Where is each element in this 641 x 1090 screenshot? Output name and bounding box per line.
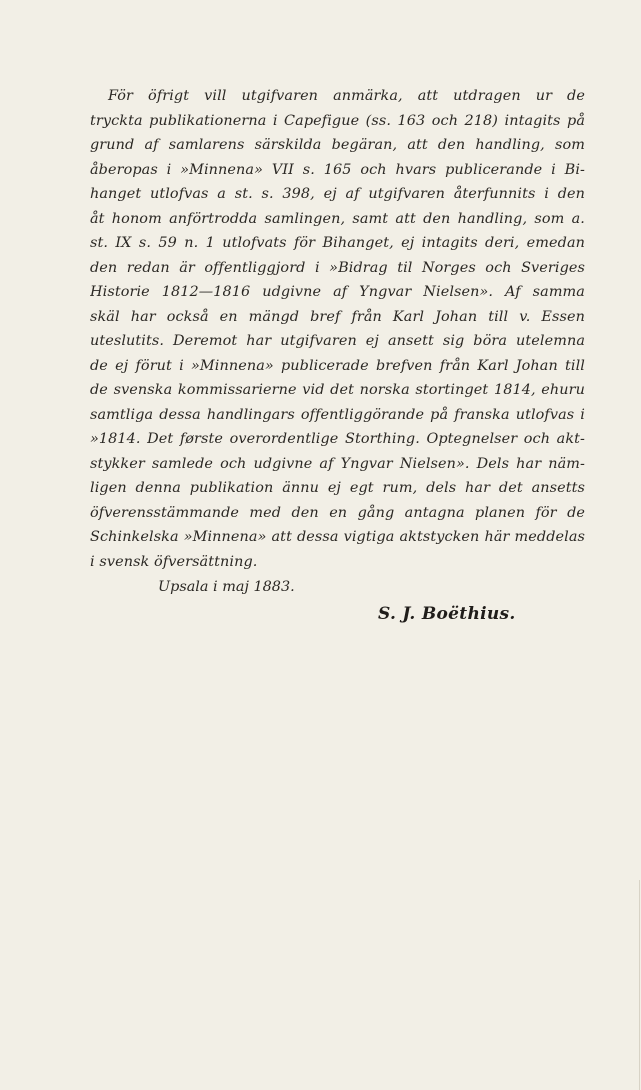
place-date: Upsala i maj 1883. (158, 579, 295, 595)
text-line: skäl har också en mängd bref från Karl Johan till v. Essen (90, 308, 585, 325)
text-line: Historie 1812—1816 udgivne af Yngvar Nielsen». Af samma (90, 284, 585, 300)
signature: S. J. Boëthius. (378, 604, 516, 624)
text-line: de svenska kommissarierne vid det norska stortinget 1814, ehuru (90, 382, 585, 398)
text-line: den redan är offentliggjord i »Bidrag til Norges och Sveriges (90, 259, 585, 276)
text-line: de ej förut i »Minnena» publicerade brefven från Karl Johan till (90, 357, 585, 374)
text-line: åberopas i »Minnena» VII s. 165 och hvars publicerande i Bi- (90, 161, 585, 178)
text-line: uteslutits. Deremot har utgifvaren ej ansett sig böra utelemna (90, 333, 585, 349)
text-line: tryckta publikationerna i Capefigue (ss. 163 och 218) intagits på (90, 112, 585, 129)
text-line: öfverensstämmande med den en gång antagna planen för de (90, 504, 585, 521)
text-line: i svensk öfversättning. (90, 553, 258, 570)
text-line: grund af samlarens särskilda begäran, att den handling, som (90, 137, 585, 153)
text-line: För öfrigt vill utgifvaren anmärka, att utdragen ur de (108, 88, 585, 104)
text-line: ligen denna publikation ännu ej egt rum, dels har det ansetts (90, 480, 585, 496)
text-line: samtliga dessa handlingars offentliggörande på franska utlofvas i (90, 406, 585, 423)
text-line: hanget utlofvas a st. s. 398, ej af utgifvaren återfunnits i den (90, 186, 585, 202)
text-line: »1814. Det første overordentlige Storthing. Optegnelser och akt- (90, 431, 585, 447)
text-line: Schinkelska »Minnena» att dessa vigtiga aktstycken här meddelas (90, 529, 585, 545)
text-line: åt honom anförtrodda samlingen, samt att den handling, som a. (90, 210, 585, 227)
text-line: stykker samlede och udgivne af Yngvar Nielsen». Dels har näm- (90, 455, 585, 472)
text-line: st. IX s. 59 n. 1 utlofvats för Bihanget, ej intagits deri, emedan (90, 235, 585, 251)
page-edge-line (639, 880, 640, 1090)
body-text (90, 84, 585, 600)
